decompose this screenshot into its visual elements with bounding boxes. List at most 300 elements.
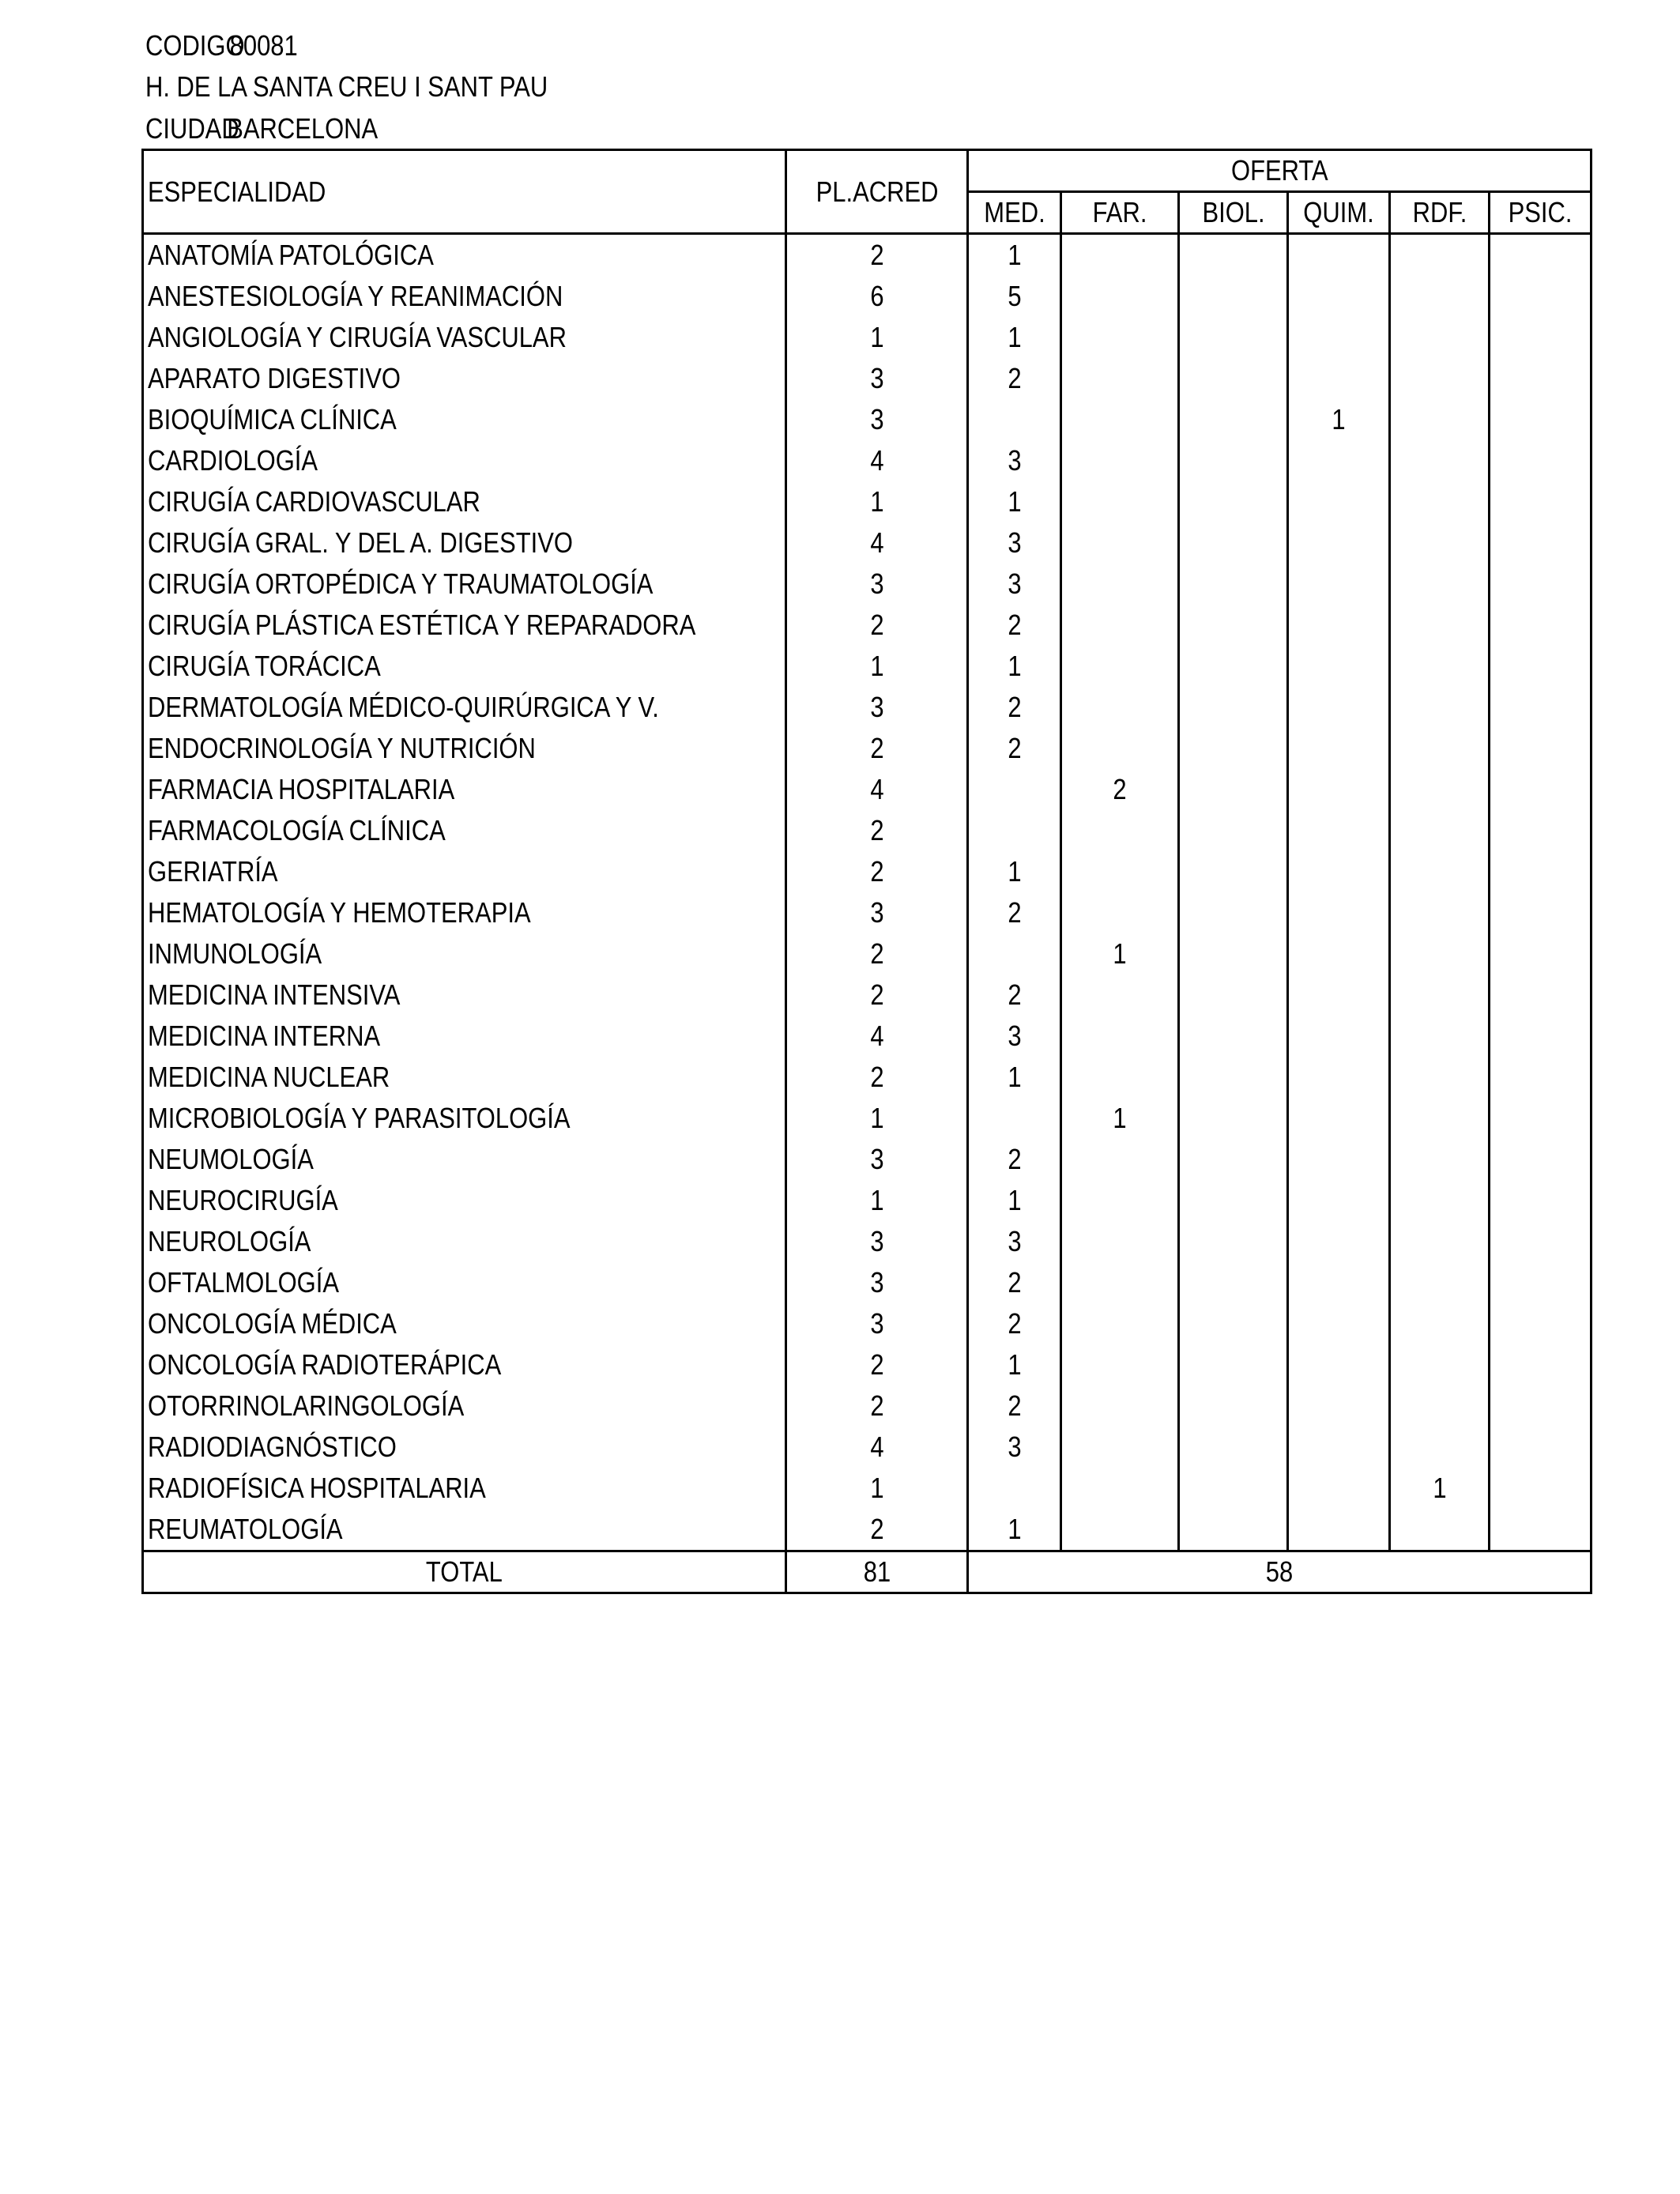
header-far: FAR. — [1061, 192, 1179, 234]
especialidad-cell: ENDOCRINOLOGÍA Y NUTRICIÓN — [143, 728, 786, 769]
header-med: MED. — [968, 192, 1061, 234]
placred-cell: 2 — [786, 728, 968, 769]
table-row — [143, 234, 1591, 277]
rdf-cell — [1390, 234, 1490, 277]
placred-cell: 3 — [786, 358, 968, 399]
placred-cell: 6 — [786, 276, 968, 317]
table-row — [143, 933, 1591, 974]
quim-cell: 1 — [1288, 399, 1390, 440]
quim-cell — [1288, 564, 1390, 605]
far-cell: 2 — [1061, 769, 1179, 810]
far-cell — [1061, 234, 1179, 277]
far-cell — [1061, 399, 1179, 440]
far-cell: 1 — [1061, 933, 1179, 974]
placred-cell: 1 — [786, 1468, 968, 1509]
especialidad-cell: NEUROCIRUGÍA — [143, 1180, 786, 1221]
especialidad-cell: CIRUGÍA TORÁCICA — [143, 646, 786, 687]
med-cell: 2 — [968, 1303, 1061, 1344]
biol-cell — [1179, 358, 1288, 399]
far-cell — [1061, 810, 1179, 851]
rdf-cell — [1390, 1427, 1490, 1468]
med-cell: 2 — [968, 687, 1061, 728]
far-cell: 1 — [1061, 1098, 1179, 1139]
codigo-line — [145, 29, 298, 62]
quim-cell — [1288, 522, 1390, 564]
especialidad-cell: CARDIOLOGÍA — [143, 440, 786, 481]
psic-cell — [1490, 1180, 1591, 1221]
rdf-cell — [1390, 358, 1490, 399]
far-cell — [1061, 892, 1179, 933]
table-row — [143, 769, 1591, 810]
header-placred: PL.ACRED — [786, 150, 968, 234]
rdf-cell — [1390, 1098, 1490, 1139]
specialties-table — [141, 149, 1592, 1594]
especialidad-cell: NEUMOLOGÍA — [143, 1139, 786, 1180]
header-quim: QUIM. — [1288, 192, 1390, 234]
far-cell — [1061, 1385, 1179, 1427]
far-cell — [1061, 1303, 1179, 1344]
rdf-cell: 1 — [1390, 1468, 1490, 1509]
quim-cell — [1288, 892, 1390, 933]
med-cell: 5 — [968, 276, 1061, 317]
biol-cell — [1179, 1221, 1288, 1262]
ciudad-value: BARCELONA — [227, 112, 379, 145]
quim-cell — [1288, 1057, 1390, 1098]
rdf-cell — [1390, 1303, 1490, 1344]
med-cell — [968, 1468, 1061, 1509]
placred-cell: 2 — [786, 234, 968, 277]
especialidad-cell: NEUROLOGÍA — [143, 1221, 786, 1262]
far-cell — [1061, 358, 1179, 399]
especialidad-cell: ANGIOLOGÍA Y CIRUGÍA VASCULAR — [143, 317, 786, 358]
quim-cell — [1288, 1262, 1390, 1303]
especialidad-cell: ANESTESIOLOGÍA Y REANIMACIÓN — [143, 276, 786, 317]
especialidad-cell: ANATOMÍA PATOLÓGICA — [143, 234, 786, 277]
table-row — [143, 1139, 1591, 1180]
placred-cell: 2 — [786, 1509, 968, 1551]
biol-cell — [1179, 1344, 1288, 1385]
quim-cell — [1288, 851, 1390, 892]
quim-cell — [1288, 1344, 1390, 1385]
psic-cell — [1490, 810, 1591, 851]
placred-cell: 3 — [786, 1262, 968, 1303]
table-row — [143, 605, 1591, 646]
med-cell — [968, 810, 1061, 851]
total-placred: 81 — [786, 1551, 968, 1593]
codigo-label: CODIGO — [145, 29, 245, 62]
med-cell: 2 — [968, 892, 1061, 933]
table-row — [143, 1468, 1591, 1509]
especialidad-cell: RADIOFÍSICA HOSPITALARIA — [143, 1468, 786, 1509]
quim-cell — [1288, 687, 1390, 728]
total-label: TOTAL — [143, 1551, 786, 1593]
psic-cell — [1490, 399, 1591, 440]
biol-cell — [1179, 1427, 1288, 1468]
med-cell: 2 — [968, 1139, 1061, 1180]
psic-cell — [1490, 358, 1591, 399]
header-especialidad: ESPECIALIDAD — [143, 150, 786, 234]
far-cell — [1061, 481, 1179, 522]
quim-cell — [1288, 605, 1390, 646]
table-row — [143, 851, 1591, 892]
far-cell — [1061, 646, 1179, 687]
total-oferta: 58 — [968, 1551, 1591, 1593]
rdf-cell — [1390, 1344, 1490, 1385]
biol-cell — [1179, 317, 1288, 358]
psic-cell — [1490, 317, 1591, 358]
quim-cell — [1288, 974, 1390, 1016]
rdf-cell — [1390, 564, 1490, 605]
med-cell — [968, 1098, 1061, 1139]
med-cell: 3 — [968, 440, 1061, 481]
rdf-cell — [1390, 399, 1490, 440]
header-oferta: OFERTA — [968, 150, 1591, 192]
table-row — [143, 687, 1591, 728]
placred-cell: 2 — [786, 1057, 968, 1098]
rdf-cell — [1390, 728, 1490, 769]
med-cell: 1 — [968, 234, 1061, 277]
psic-cell — [1490, 851, 1591, 892]
table-row — [143, 481, 1591, 522]
biol-cell — [1179, 234, 1288, 277]
psic-cell — [1490, 1139, 1591, 1180]
psic-cell — [1490, 1262, 1591, 1303]
far-cell — [1061, 1057, 1179, 1098]
biol-cell — [1179, 522, 1288, 564]
header-psic: PSIC. — [1490, 192, 1591, 234]
table-row — [143, 358, 1591, 399]
table-row — [143, 1303, 1591, 1344]
biol-cell — [1179, 1509, 1288, 1551]
far-cell — [1061, 1139, 1179, 1180]
table-row — [143, 646, 1591, 687]
rdf-cell — [1390, 1221, 1490, 1262]
table-row — [143, 1098, 1591, 1139]
table-row — [143, 399, 1591, 440]
rdf-cell — [1390, 522, 1490, 564]
psic-cell — [1490, 1427, 1591, 1468]
med-cell: 1 — [968, 1509, 1061, 1551]
placred-cell: 2 — [786, 605, 968, 646]
biol-cell — [1179, 687, 1288, 728]
far-cell — [1061, 1509, 1179, 1551]
quim-cell — [1288, 769, 1390, 810]
placred-cell: 3 — [786, 1221, 968, 1262]
far-cell — [1061, 687, 1179, 728]
quim-cell — [1288, 440, 1390, 481]
especialidad-cell: GERIATRÍA — [143, 851, 786, 892]
biol-cell — [1179, 1385, 1288, 1427]
biol-cell — [1179, 1262, 1288, 1303]
especialidad-cell: MEDICINA INTENSIVA — [143, 974, 786, 1016]
ciudad-line — [145, 112, 379, 145]
especialidad-cell: APARATO DIGESTIVO — [143, 358, 786, 399]
placred-cell: 1 — [786, 1180, 968, 1221]
biol-cell — [1179, 933, 1288, 974]
rdf-cell — [1390, 605, 1490, 646]
rdf-cell — [1390, 933, 1490, 974]
rdf-cell — [1390, 687, 1490, 728]
rdf-cell — [1390, 974, 1490, 1016]
quim-cell — [1288, 481, 1390, 522]
biol-cell — [1179, 1098, 1288, 1139]
psic-cell — [1490, 769, 1591, 810]
far-cell — [1061, 728, 1179, 769]
quim-cell — [1288, 1385, 1390, 1427]
table-row — [143, 974, 1591, 1016]
far-cell — [1061, 974, 1179, 1016]
placred-cell: 2 — [786, 933, 968, 974]
psic-cell — [1490, 1303, 1591, 1344]
rdf-cell — [1390, 1262, 1490, 1303]
far-cell — [1061, 317, 1179, 358]
quim-cell — [1288, 646, 1390, 687]
psic-cell — [1490, 728, 1591, 769]
med-cell: 2 — [968, 358, 1061, 399]
table-row — [143, 522, 1591, 564]
far-cell — [1061, 522, 1179, 564]
far-cell — [1061, 440, 1179, 481]
placred-cell: 2 — [786, 851, 968, 892]
rdf-cell — [1390, 481, 1490, 522]
especialidad-cell: ONCOLOGÍA MÉDICA — [143, 1303, 786, 1344]
biol-cell — [1179, 1180, 1288, 1221]
quim-cell — [1288, 276, 1390, 317]
table-row — [143, 1221, 1591, 1262]
biol-cell — [1179, 646, 1288, 687]
especialidad-cell: MEDICINA INTERNA — [143, 1016, 786, 1057]
biol-cell — [1179, 769, 1288, 810]
placred-cell: 2 — [786, 974, 968, 1016]
med-cell: 1 — [968, 1344, 1061, 1385]
quim-cell — [1288, 1468, 1390, 1509]
rdf-cell — [1390, 1139, 1490, 1180]
biol-cell — [1179, 728, 1288, 769]
placred-cell: 3 — [786, 1303, 968, 1344]
table-row — [143, 728, 1591, 769]
especialidad-cell: REUMATOLOGÍA — [143, 1509, 786, 1551]
med-cell: 1 — [968, 851, 1061, 892]
especialidad-cell: CIRUGÍA GRAL. Y DEL A. DIGESTIVO — [143, 522, 786, 564]
psic-cell — [1490, 1468, 1591, 1509]
quim-cell — [1288, 234, 1390, 277]
far-cell — [1061, 1180, 1179, 1221]
far-cell — [1061, 1344, 1179, 1385]
table-row — [143, 1427, 1591, 1468]
psic-cell — [1490, 564, 1591, 605]
med-cell: 1 — [968, 646, 1061, 687]
med-cell: 1 — [968, 317, 1061, 358]
quim-cell — [1288, 933, 1390, 974]
placred-cell: 2 — [786, 1344, 968, 1385]
table-row — [143, 810, 1591, 851]
especialidad-cell: BIOQUÍMICA CLÍNICA — [143, 399, 786, 440]
med-cell: 2 — [968, 605, 1061, 646]
psic-cell — [1490, 974, 1591, 1016]
rdf-cell — [1390, 892, 1490, 933]
far-cell — [1061, 605, 1179, 646]
placred-cell: 2 — [786, 810, 968, 851]
med-cell: 2 — [968, 1262, 1061, 1303]
far-cell — [1061, 1427, 1179, 1468]
placred-cell: 4 — [786, 522, 968, 564]
rdf-cell — [1390, 851, 1490, 892]
rdf-cell — [1390, 1180, 1490, 1221]
biol-cell — [1179, 1057, 1288, 1098]
biol-cell — [1179, 1303, 1288, 1344]
especialidad-cell: RADIODIAGNÓSTICO — [143, 1427, 786, 1468]
placred-cell: 1 — [786, 1098, 968, 1139]
especialidad-cell: FARMACOLOGÍA CLÍNICA — [143, 810, 786, 851]
table-row — [143, 1016, 1591, 1057]
med-cell: 1 — [968, 481, 1061, 522]
med-cell — [968, 933, 1061, 974]
rdf-cell — [1390, 769, 1490, 810]
quim-cell — [1288, 1180, 1390, 1221]
especialidad-cell: CIRUGÍA ORTOPÉDICA Y TRAUMATOLOGÍA — [143, 564, 786, 605]
med-cell: 1 — [968, 1180, 1061, 1221]
table-row — [143, 1262, 1591, 1303]
far-cell — [1061, 1262, 1179, 1303]
total-row — [143, 1551, 1591, 1593]
psic-cell — [1490, 1344, 1591, 1385]
quim-cell — [1288, 358, 1390, 399]
biol-cell — [1179, 605, 1288, 646]
especialidad-cell: OTORRINOLARINGOLOGÍA — [143, 1385, 786, 1427]
especialidad-cell: DERMATOLOGÍA MÉDICO-QUIRÚRGICA Y V. — [143, 687, 786, 728]
med-cell: 1 — [968, 1057, 1061, 1098]
med-cell: 3 — [968, 1427, 1061, 1468]
placred-cell: 3 — [786, 399, 968, 440]
header-rdf: RDF. — [1390, 192, 1490, 234]
psic-cell — [1490, 687, 1591, 728]
psic-cell — [1490, 1385, 1591, 1427]
especialidad-cell: INMUNOLOGÍA — [143, 933, 786, 974]
table-row — [143, 440, 1591, 481]
biol-cell — [1179, 564, 1288, 605]
med-cell — [968, 399, 1061, 440]
table-row — [143, 1509, 1591, 1551]
psic-cell — [1490, 933, 1591, 974]
table-row — [143, 317, 1591, 358]
psic-cell — [1490, 646, 1591, 687]
med-cell: 3 — [968, 1221, 1061, 1262]
placred-cell: 4 — [786, 1016, 968, 1057]
placred-cell: 3 — [786, 1139, 968, 1180]
quim-cell — [1288, 1509, 1390, 1551]
table-row — [143, 1344, 1591, 1385]
quim-cell — [1288, 1139, 1390, 1180]
far-cell — [1061, 1016, 1179, 1057]
placred-cell: 1 — [786, 317, 968, 358]
biol-cell — [1179, 440, 1288, 481]
placred-cell: 3 — [786, 892, 968, 933]
rdf-cell — [1390, 1385, 1490, 1427]
especialidad-cell: FARMACIA HOSPITALARIA — [143, 769, 786, 810]
quim-cell — [1288, 1303, 1390, 1344]
biol-cell — [1179, 851, 1288, 892]
table-row — [143, 276, 1591, 317]
placred-cell: 1 — [786, 481, 968, 522]
med-cell: 2 — [968, 974, 1061, 1016]
header-biol: BIOL. — [1179, 192, 1288, 234]
rdf-cell — [1390, 276, 1490, 317]
biol-cell — [1179, 892, 1288, 933]
rdf-cell — [1390, 1057, 1490, 1098]
psic-cell — [1490, 276, 1591, 317]
table-body — [143, 234, 1591, 1551]
quim-cell — [1288, 810, 1390, 851]
quim-cell — [1288, 1427, 1390, 1468]
quim-cell — [1288, 1098, 1390, 1139]
med-cell: 3 — [968, 522, 1061, 564]
quim-cell — [1288, 1221, 1390, 1262]
biol-cell — [1179, 810, 1288, 851]
rdf-cell — [1390, 646, 1490, 687]
med-cell: 3 — [968, 1016, 1061, 1057]
med-cell — [968, 769, 1061, 810]
especialidad-cell: MEDICINA NUCLEAR — [143, 1057, 786, 1098]
table-row — [143, 1057, 1591, 1098]
med-cell: 2 — [968, 1385, 1061, 1427]
especialidad-cell: OFTALMOLOGÍA — [143, 1262, 786, 1303]
placred-cell: 2 — [786, 1385, 968, 1427]
rdf-cell — [1390, 1016, 1490, 1057]
psic-cell — [1490, 481, 1591, 522]
placred-cell: 3 — [786, 687, 968, 728]
far-cell — [1061, 851, 1179, 892]
placred-cell: 1 — [786, 646, 968, 687]
psic-cell — [1490, 605, 1591, 646]
psic-cell — [1490, 1098, 1591, 1139]
biol-cell — [1179, 481, 1288, 522]
far-cell — [1061, 564, 1179, 605]
biol-cell — [1179, 1468, 1288, 1509]
psic-cell — [1490, 1057, 1591, 1098]
psic-cell — [1490, 234, 1591, 277]
especialidad-cell: ONCOLOGÍA RADIOTERÁPICA — [143, 1344, 786, 1385]
placred-cell: 4 — [786, 1427, 968, 1468]
codigo-value: 80081 — [229, 29, 298, 62]
med-cell: 3 — [968, 564, 1061, 605]
table-row — [143, 564, 1591, 605]
especialidad-cell: CIRUGÍA CARDIOVASCULAR — [143, 481, 786, 522]
quim-cell — [1288, 728, 1390, 769]
placred-cell: 4 — [786, 440, 968, 481]
placred-cell: 4 — [786, 769, 968, 810]
biol-cell — [1179, 1139, 1288, 1180]
table-row — [143, 892, 1591, 933]
psic-cell — [1490, 522, 1591, 564]
med-cell: 2 — [968, 728, 1061, 769]
hospital-name: H. DE LA SANTA CREU I SANT PAU — [145, 70, 548, 103]
biol-cell — [1179, 974, 1288, 1016]
rdf-cell — [1390, 440, 1490, 481]
especialidad-cell: MICROBIOLOGÍA Y PARASITOLOGÍA — [143, 1098, 786, 1139]
table-row — [143, 1385, 1591, 1427]
quim-cell — [1288, 1016, 1390, 1057]
especialidad-cell: HEMATOLOGÍA Y HEMOTERAPIA — [143, 892, 786, 933]
biol-cell — [1179, 276, 1288, 317]
rdf-cell — [1390, 1509, 1490, 1551]
far-cell — [1061, 1221, 1179, 1262]
quim-cell — [1288, 317, 1390, 358]
ciudad-label: CIUDAD — [145, 112, 239, 145]
biol-cell — [1179, 1016, 1288, 1057]
psic-cell — [1490, 892, 1591, 933]
far-cell — [1061, 1468, 1179, 1509]
table-row — [143, 1180, 1591, 1221]
